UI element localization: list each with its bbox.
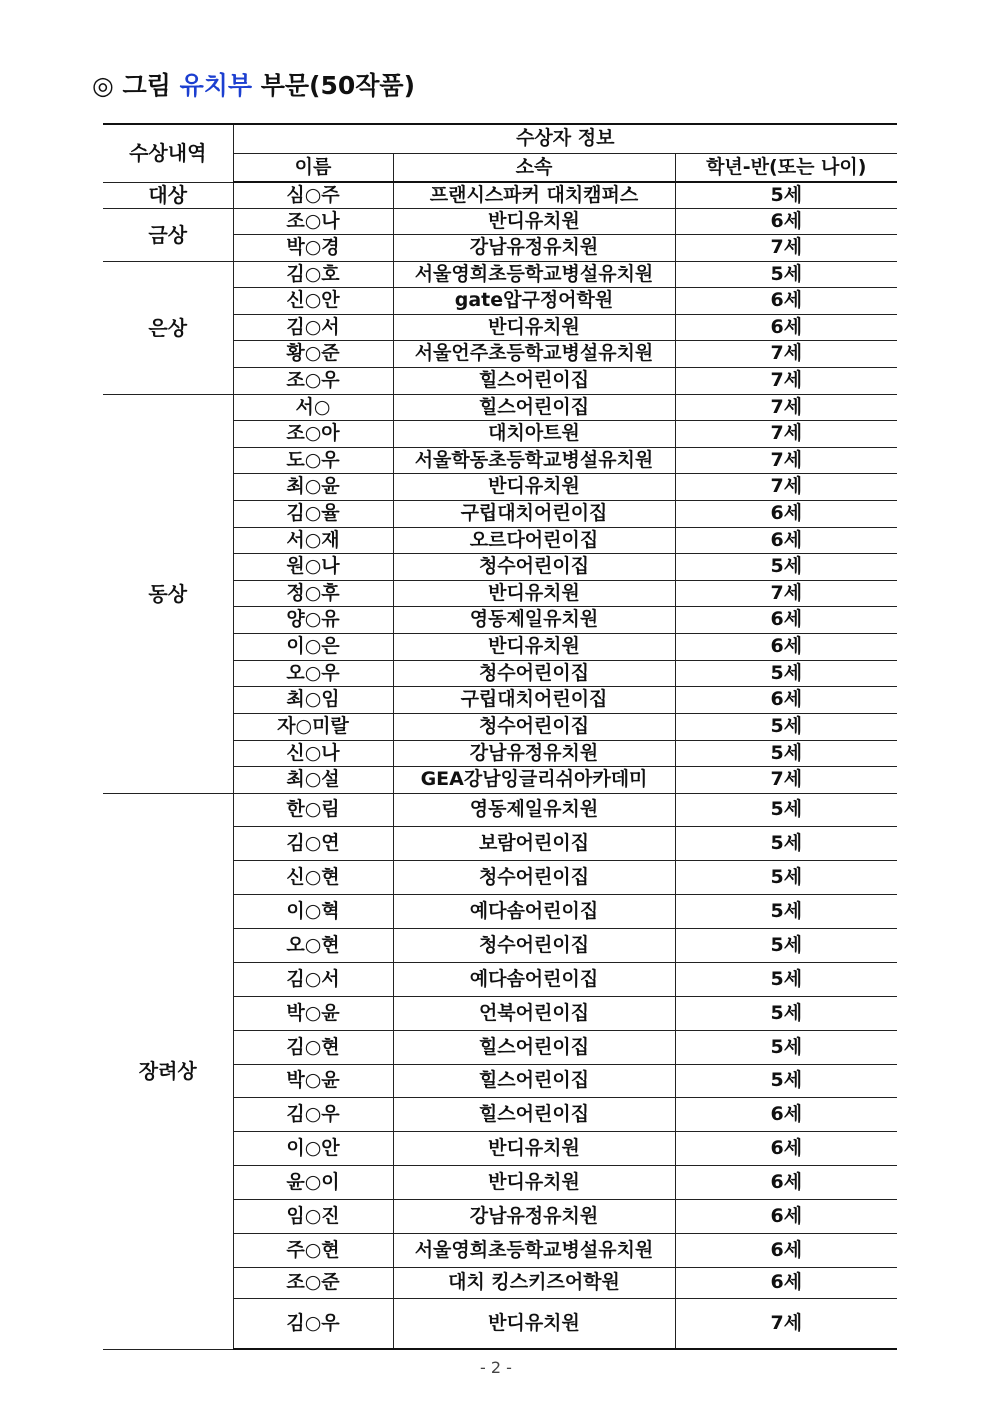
affiliation-cell: 강남유정유치원 xyxy=(393,740,675,766)
page-number: - 2 - xyxy=(480,1358,512,1377)
header-affiliation: 소속 xyxy=(393,153,675,182)
grade-cell: 5세 xyxy=(675,894,897,928)
name-cell: 양○유 xyxy=(233,606,393,633)
name-cell: 신○나 xyxy=(233,740,393,766)
affiliation-cell: 힐스어린이집 xyxy=(393,1097,675,1131)
affiliation-cell: 힐스어린이집 xyxy=(393,1030,675,1064)
affiliation-cell: 반디유치원 xyxy=(393,1298,675,1349)
title-suffix: 부문(50작품) xyxy=(260,71,415,100)
affiliation-cell: 반디유치원 xyxy=(393,633,675,660)
affiliation-cell: 보람어린이집 xyxy=(393,826,675,860)
table-row xyxy=(103,261,897,287)
name-cell: 박○경 xyxy=(233,234,393,261)
table-row xyxy=(103,208,897,234)
header-award: 수상내역 xyxy=(103,124,233,182)
grade-cell: 5세 xyxy=(675,826,897,860)
grade-cell: 5세 xyxy=(675,928,897,962)
name-cell: 원○나 xyxy=(233,553,393,580)
grade-cell: 6세 xyxy=(675,1199,897,1233)
title-highlight: 유치부 xyxy=(179,71,253,100)
affiliation-cell: 대치아트원 xyxy=(393,420,675,447)
title-prefix: 그림 xyxy=(122,71,171,100)
table-row xyxy=(103,182,897,208)
grade-cell: 6세 xyxy=(675,287,897,314)
grade-cell: 6세 xyxy=(675,527,897,553)
name-cell: 김○서 xyxy=(233,314,393,340)
affiliation-cell: 청수어린이집 xyxy=(393,553,675,580)
grade-cell: 7세 xyxy=(675,394,897,420)
grade-cell: 6세 xyxy=(675,1131,897,1165)
affiliation-cell: 강남유정유치원 xyxy=(393,1199,675,1233)
affiliation-cell: 프랜시스파커 대치캠퍼스 xyxy=(393,182,675,208)
grade-cell: 5세 xyxy=(675,996,897,1030)
grade-cell: 7세 xyxy=(675,766,897,793)
affiliation-cell: 오르다어린이집 xyxy=(393,527,675,553)
name-cell: 신○현 xyxy=(233,860,393,894)
grade-cell: 7세 xyxy=(675,340,897,367)
affiliation-cell: 예다솜어린이집 xyxy=(393,894,675,928)
grade-cell: 6세 xyxy=(675,1097,897,1131)
grade-cell: 5세 xyxy=(675,1064,897,1097)
name-cell: 주○현 xyxy=(233,1233,393,1267)
name-cell: 서○ xyxy=(233,394,393,420)
grade-cell: 7세 xyxy=(675,367,897,394)
name-cell: 김○율 xyxy=(233,500,393,527)
affiliation-cell: 청수어린이집 xyxy=(393,860,675,894)
name-cell: 조○준 xyxy=(233,1267,393,1298)
affiliation-cell: GEA강남잉글리쉬아카데미 xyxy=(393,766,675,793)
name-cell: 황○준 xyxy=(233,340,393,367)
name-cell: 정○후 xyxy=(233,580,393,606)
award-cell: 동상 xyxy=(103,394,233,793)
grade-cell: 6세 xyxy=(675,606,897,633)
name-cell: 자○미랄 xyxy=(233,713,393,740)
table-body xyxy=(103,182,897,1349)
affiliation-cell: 영동제일유치원 xyxy=(393,606,675,633)
affiliation-cell: 청수어린이집 xyxy=(393,928,675,962)
name-cell: 이○안 xyxy=(233,1131,393,1165)
name-cell: 오○우 xyxy=(233,660,393,686)
affiliation-cell: 언북어린이집 xyxy=(393,996,675,1030)
name-cell: 김○호 xyxy=(233,261,393,287)
name-cell: 김○연 xyxy=(233,826,393,860)
grade-cell: 6세 xyxy=(675,686,897,713)
affiliation-cell: 영동제일유치원 xyxy=(393,793,675,826)
name-cell: 최○윤 xyxy=(233,473,393,500)
award-cell: 은상 xyxy=(103,261,233,394)
name-cell: 심○주 xyxy=(233,182,393,208)
affiliation-cell: 서울언주초등학교병설유치원 xyxy=(393,340,675,367)
affiliation-cell: 대치 킹스키즈어학원 xyxy=(393,1267,675,1298)
name-cell: 임○진 xyxy=(233,1199,393,1233)
name-cell: 조○나 xyxy=(233,208,393,234)
grade-cell: 5세 xyxy=(675,660,897,686)
name-cell: 신○안 xyxy=(233,287,393,314)
name-cell: 김○우 xyxy=(233,1298,393,1349)
name-cell: 조○우 xyxy=(233,367,393,394)
affiliation-cell: 힐스어린이집 xyxy=(393,1064,675,1097)
name-cell: 최○설 xyxy=(233,766,393,793)
grade-cell: 7세 xyxy=(675,234,897,261)
affiliation-cell: 힐스어린이집 xyxy=(393,394,675,420)
affiliation-cell: 구립대치어린이집 xyxy=(393,500,675,527)
affiliation-cell: 청수어린이집 xyxy=(393,713,675,740)
grade-cell: 6세 xyxy=(675,500,897,527)
grade-cell: 5세 xyxy=(675,261,897,287)
award-cell: 금상 xyxy=(103,208,233,261)
award-cell: 대상 xyxy=(103,182,233,208)
affiliation-cell: 예다솜어린이집 xyxy=(393,962,675,996)
name-cell: 서○재 xyxy=(233,527,393,553)
grade-cell: 5세 xyxy=(675,793,897,826)
name-cell: 김○현 xyxy=(233,1030,393,1064)
bullet-symbol: ◎ xyxy=(92,71,114,100)
grade-cell: 6세 xyxy=(675,1165,897,1199)
grade-cell: 6세 xyxy=(675,1267,897,1298)
table-row xyxy=(103,793,897,826)
affiliation-cell: 반디유치원 xyxy=(393,1131,675,1165)
grade-cell: 5세 xyxy=(675,182,897,208)
affiliation-cell: 서울영희초등학교병설유치원 xyxy=(393,1233,675,1267)
affiliation-cell: 서울영희초등학교병설유치원 xyxy=(393,261,675,287)
name-cell: 박○윤 xyxy=(233,996,393,1030)
header-group: 수상자 정보 xyxy=(233,124,897,153)
name-cell: 김○우 xyxy=(233,1097,393,1131)
affiliation-cell: 반디유치원 xyxy=(393,473,675,500)
grade-cell: 5세 xyxy=(675,860,897,894)
grade-cell: 7세 xyxy=(675,1298,897,1349)
awards-table xyxy=(103,123,897,1350)
affiliation-cell: 구립대치어린이집 xyxy=(393,686,675,713)
grade-cell: 5세 xyxy=(675,740,897,766)
grade-cell: 5세 xyxy=(675,962,897,996)
affiliation-cell: 반디유치원 xyxy=(393,208,675,234)
grade-cell: 7세 xyxy=(675,580,897,606)
header-name: 이름 xyxy=(233,153,393,182)
name-cell: 윤○이 xyxy=(233,1165,393,1199)
name-cell: 도○우 xyxy=(233,447,393,473)
name-cell: 김○서 xyxy=(233,962,393,996)
affiliation-cell: 힐스어린이집 xyxy=(393,367,675,394)
affiliation-cell: 반디유치원 xyxy=(393,580,675,606)
grade-cell: 6세 xyxy=(675,633,897,660)
name-cell: 박○윤 xyxy=(233,1064,393,1097)
award-cell: 장려상 xyxy=(103,793,233,1349)
name-cell: 이○혁 xyxy=(233,894,393,928)
grade-cell: 7세 xyxy=(675,447,897,473)
grade-cell: 6세 xyxy=(675,1233,897,1267)
affiliation-cell: 서울학동초등학교병설유치원 xyxy=(393,447,675,473)
affiliation-cell: gate압구정어학원 xyxy=(393,287,675,314)
grade-cell: 7세 xyxy=(675,473,897,500)
name-cell: 오○현 xyxy=(233,928,393,962)
name-cell: 이○은 xyxy=(233,633,393,660)
affiliation-cell: 강남유정유치원 xyxy=(393,234,675,261)
grade-cell: 6세 xyxy=(675,208,897,234)
name-cell: 조○아 xyxy=(233,420,393,447)
affiliation-cell: 반디유치원 xyxy=(393,314,675,340)
affiliation-cell: 청수어린이집 xyxy=(393,660,675,686)
name-cell: 한○림 xyxy=(233,793,393,826)
affiliation-cell: 반디유치원 xyxy=(393,1165,675,1199)
name-cell: 최○임 xyxy=(233,686,393,713)
grade-cell: 5세 xyxy=(675,1030,897,1064)
grade-cell: 5세 xyxy=(675,553,897,580)
grade-cell: 6세 xyxy=(675,314,897,340)
grade-cell: 7세 xyxy=(675,420,897,447)
table-row xyxy=(103,394,897,420)
grade-cell: 5세 xyxy=(675,713,897,740)
header-grade: 학년-반(또는 나이) xyxy=(675,153,897,182)
section-title xyxy=(92,66,415,102)
